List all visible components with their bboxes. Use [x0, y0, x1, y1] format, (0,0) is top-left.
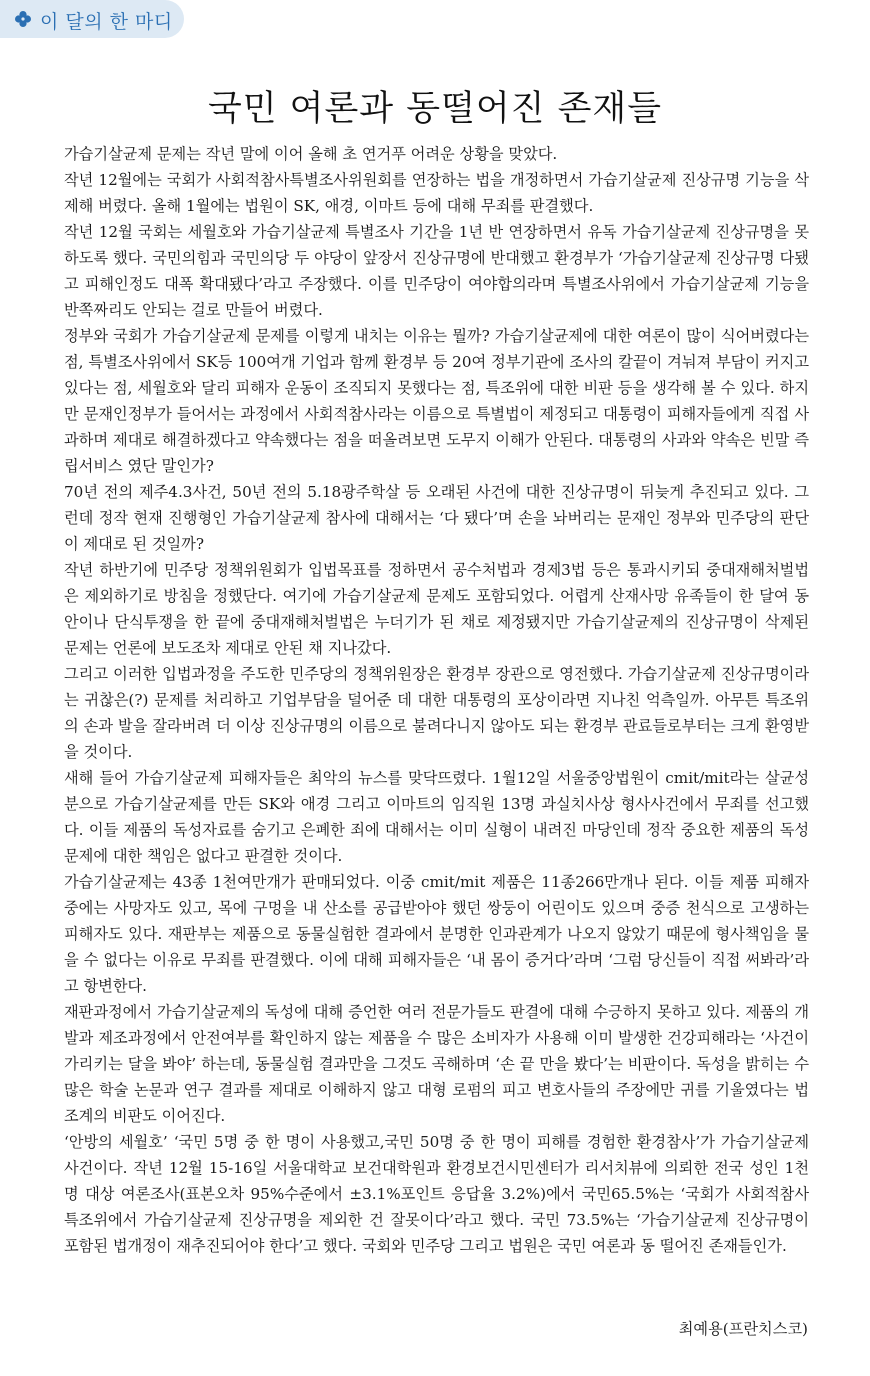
paragraph: 새해 들어 가습기살균제 피해자들은 최악의 뉴스를 맞닥뜨렸다. 1월12일 서울중앙법원이 cmit/mit라는 살균성분으로 가습기살균제를 만든 SK와 애경 그리고 이마트의 임직원 13명 과실치사상 형사사건에서 무죄를 선고했다. 이들 제품의 독성자료를 숨기고 은폐한 죄에 대해서는 이미 실형이 내려진 마당인데 정작 중요한 제품의 독성문제에 대한 책임은 없다고 판결한 것이다.	[64, 769, 809, 865]
article-title: 국민 여론과 동떨어진 존재들	[207, 89, 663, 130]
paragraph: 작년 12월에는 국회가 사회적참사특별조사위원회를 연장하는 법을 개정하면서 가습기살균제 진상규명 기능을 삭제해 버렸다. 올해 1월에는 법원이 SK, 애경, 이마트 등에 대해 무죄를 판결했다.	[64, 171, 809, 215]
paragraph: 가습기살균제 문제는 작년 말에 이어 올해 초 연거푸 어려운 상황을 맞았다.	[64, 145, 558, 163]
paragraph: 정부와 국회가 가습기살균제 문제를 이렇게 내치는 이유는 뭘까? 가습기살균제에 대한 여론이 많이 식어버렸다는 점, 특별조사위에서 SK등 100여개 기업과 함께 환경부 등 20여 정부기관에 조사의 칼끝이 겨눠져 부담이 커지고 있다는 점, 세월호와 달리 피해자 운동이 조직되지 못했다는 점, 특조위에 대한 비판 등을 생각해 볼 수 있다. 하지만 문재인정부가 들어서는 과정에서 사회적참사라는 이름으로 특별법이 제정되고 대통령이 피해자들에게 직접 사과하며 제대로 해결하겠다고 약속했다는 점을 떠올려보면 도무지 이해가 안된다. 대통령의 사과와 약속은 빈말 즉 립서비스 였단 말인가?	[64, 327, 809, 475]
paragraph: 그리고 이러한 입법과정을 주도한 민주당의 정책위원장은 환경부 장관으로 영전했다. 가습기살균제 진상규명이라는 귀찮은(?) 문제를 처리하고 기업부담을 덜어준 데 대한 대통령의 포상이라면 지나친 억측일까. 아무튼 특조위의 손과 발을 잘라버려 더 이상 진상규명의 이름으로 불려다니지 않아도 되는 환경부 관료들로부터는 크게 환영받을 것이다.	[64, 665, 809, 761]
section-tag-label: 이 달의 한 마디	[40, 11, 173, 33]
paragraph: 재판과정에서 가습기살균제의 독성에 대해 증언한 여러 전문가들도 판결에 대해 수긍하지 못하고 있다. 제품의 개발과 제조과정에서 안전여부를 확인하지 않는 제품을 수 많은 소비자가 사용해 이미 발생한 건강피해라는 ‘사건이 가리키는 달을 봐야’ 하는데, 동물실험 결과만을 그것도 곡해하며 ‘손 끝 만을 봤다’는 비판이다. 독성을 밝히는 수많은 학술 논문과 연구 결과를 제대로 이해하지 않고 대형 로펌의 피고 변호사들의 주장에만 귀를 기울였다는 법조계의 비판도 이어진다.	[64, 1003, 809, 1125]
paragraph: 작년 12월 국회는 세월호와 가습기살균제 특별조사 기간을 1년 반 연장하면서 유독 가습기살균제 진상규명을 못하도록 했다. 국민의힘과 국민의당 두 야당이 앞장서 진상규명에 반대했고 환경부가 ‘가습기살균제 진상규명 다됐고 피해인정도 대폭 확대됐다’라고 주장했다. 이를 민주당이 여야합의라며 특별조사위에서 가습기살균제 기능을 반쪽짜리도 안되는 걸로 만들어 버렸다.	[64, 223, 809, 319]
article-body	[64, 141, 809, 1259]
section-tag	[0, 0, 184, 38]
paragraph: 작년 하반기에 민주당 정책위원회가 입법목표를 정하면서 공수처법과 경제3법 등은 통과시키되 중대재해처벌법은 제외하기로 방침을 정했단다. 여기에 가습기살균제 문제도 포함되었다. 어렵게 산재사망 유족들이 한 달여 동안이나 단식투쟁을 한 끝에 중대재해처벌법은 누더기가 된 채로 제정됐지만 가습기살균제의 진상규명이 삭제된 문제는 언론에 보도조차 제대로 안된 채 지나갔다.	[64, 561, 809, 657]
paragraph: ‘안방의 세월호’ ‘국민 5명 중 한 명이 사용했고,국민 50명 중 한 명이 피해를 경험한 환경참사’가 가습기살균제 사건이다. 작년 12월 15-16일 서울대학교 보건대학원과 환경보건시민센터가 리서치뷰에 의뢰한 전국 성인 1천명 대상 여론조사(표본오차 95%수준에서 ±3.1%포인트 응답율 3.2%)에서 국민65.5%는 ‘국회가 사회적참사특조위에서 가습기살균제 진상규명을 제외한 건 잘못이다’라고 했다. 국민 73.5%는 ‘가습기살균제 진상규명이 포함된 법개정이 재추진되어야 한다’고 했다. 국회와 민주당 그리고 법원은 국민 여론과 동 떨어진 존재들인가.	[64, 1133, 809, 1255]
paragraph: 가습기살균제는 43종 1천여만개가 판매되었다. 이중 cmit/mit 제품은 11종266만개나 된다. 이들 제품 피해자 중에는 사망자도 있고, 목에 구멍을 내 산소를 공급받아야 했던 쌍둥이 어린이도 있으며 중증 천식으로 고생하는 피해자도 있다. 재판부는 제품으로 동물실험한 결과에서 분명한 인과관계가 나오지 않았기 때문에 형사책임을 물을 수 없다는 이유로 무죄를 판결했다. 이에 대해 피해자들은 ‘내 몸이 증거다’라며 ‘그럼 당신들이 직접 써봐라’라고 항변한다.	[64, 873, 809, 995]
author-byline: 최예용(프란치스코)	[678, 1320, 808, 1338]
clover-icon	[14, 10, 32, 28]
paragraph: 70년 전의 제주4.3사건, 50년 전의 5.18광주학살 등 오래된 사건에 대한 진상규명이 뒤늦게 추진되고 있다. 그런데 정작 현재 진행형인 가습기살균제 참사에 대해서는 ‘다 됐다’며 손을 놔버리는 문재인 정부와 민주당의 판단이 제대로 된 것일까?	[64, 483, 809, 553]
